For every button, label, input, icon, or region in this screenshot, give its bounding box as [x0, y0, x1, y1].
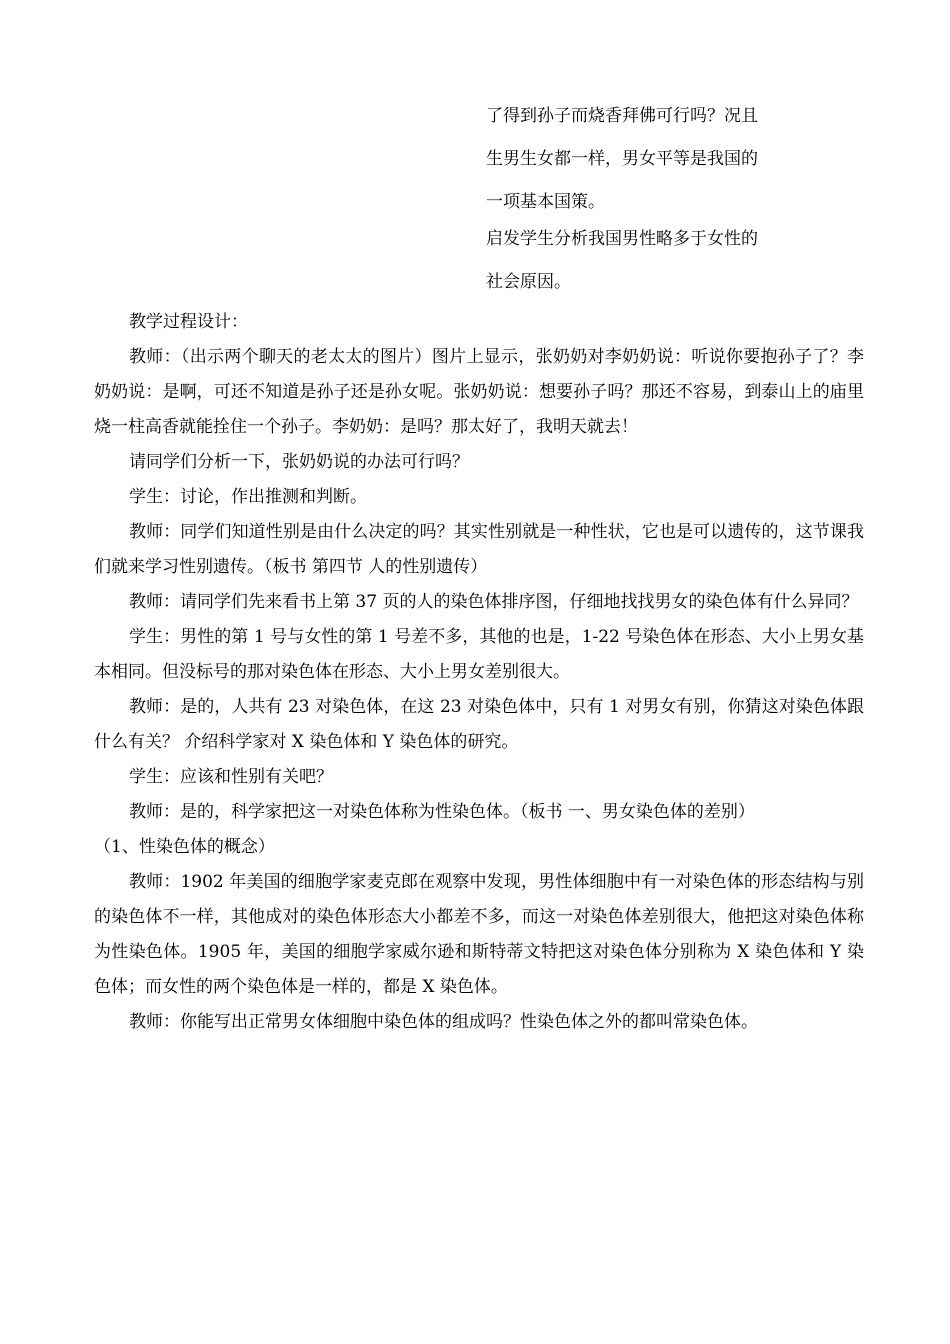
- paragraph: 教师：你能写出正常男女体细胞中染色体的组成吗？性染色体之外的都叫常染色体。: [129, 1012, 758, 1032]
- paragraph: 教师：同学们知道性别是由什么决定的吗？其实性别就是一种性状，它也是可以遗传的，这节课我们就来学习性别遗传。（板书 第四节 人的性别遗传）: [94, 522, 864, 577]
- paragraph: 请同学们分析一下，张奶奶说的办法可行吗？: [129, 452, 469, 472]
- side-note-line: 启发学生分析我国男性略多于女性的: [486, 229, 758, 249]
- paragraph: （1、性染色体的概念）: [94, 837, 275, 857]
- side-note-line: 社会原因。: [486, 272, 571, 292]
- paragraph: 教师：请同学们先来看书上第 37 页的人的染色体排序图，仔细地找找男女的染色体有什么异同？: [129, 592, 859, 612]
- main-body: [94, 305, 864, 1040]
- paragraph: 教师：是的，人共有 23 对染色体，在这 23 对染色体中，只有 1 对男女有别，你猜这对染色体跟什么有关？ 介绍科学家对 X 染色体和 Y 染色体的研究。: [94, 697, 864, 752]
- paragraph: 教师：（出示两个聊天的老太太的图片）图片上显示，张奶奶对李奶奶说：听说你要抱孙子了？李奶奶说：是啊，可还不知道是孙子还是孙女呢。张奶奶说：想要孙子吗？那还不容易，到泰山上的庙里烧一柱高香就能拴住一个孙子。李奶奶：是吗？那太好了，我明天就去！: [94, 347, 864, 437]
- paragraph: 教师：是的，科学家把这一对染色体称为性染色体。（板书 一、男女染色体的差别）: [129, 802, 755, 822]
- side-note-column: [486, 98, 816, 301]
- paragraph: 学生：讨论，作出推测和判断。: [129, 487, 367, 507]
- paragraph: 教师：1902 年美国的细胞学家麦克郎在观察中发现，男性体细胞中有一对染色体的形态结构与别的染色体不一样，其他成对的染色体形态大小都差不多，而这一对染色体差别很大，他把这对染色体称为性染色体。1905 年，美国的细胞学家威尔逊和斯特蒂文特把这对染色体分别称为 X 染色体和 Y 染色体；而女性的两个染色体是一样的，都是 X 染色体。: [94, 872, 864, 997]
- side-note-line: 一项基本国策。: [486, 192, 605, 212]
- paragraph: 学生：男性的第 1 号与女性的第 1 号差不多，其他的也是，1-22 号染色体在形态、大小上男女基本相同。但没标号的那对染色体在形态、大小上男女差别很大。: [94, 627, 864, 682]
- section-heading: 教学过程设计：: [129, 312, 248, 332]
- paragraph: 学生：应该和性别有关吧？: [129, 767, 333, 787]
- side-note-line: 生男生女都一样，男女平等是我国的: [486, 149, 758, 169]
- side-note-line: 了得到孙子而烧香拜佛可行吗？况且: [486, 106, 758, 126]
